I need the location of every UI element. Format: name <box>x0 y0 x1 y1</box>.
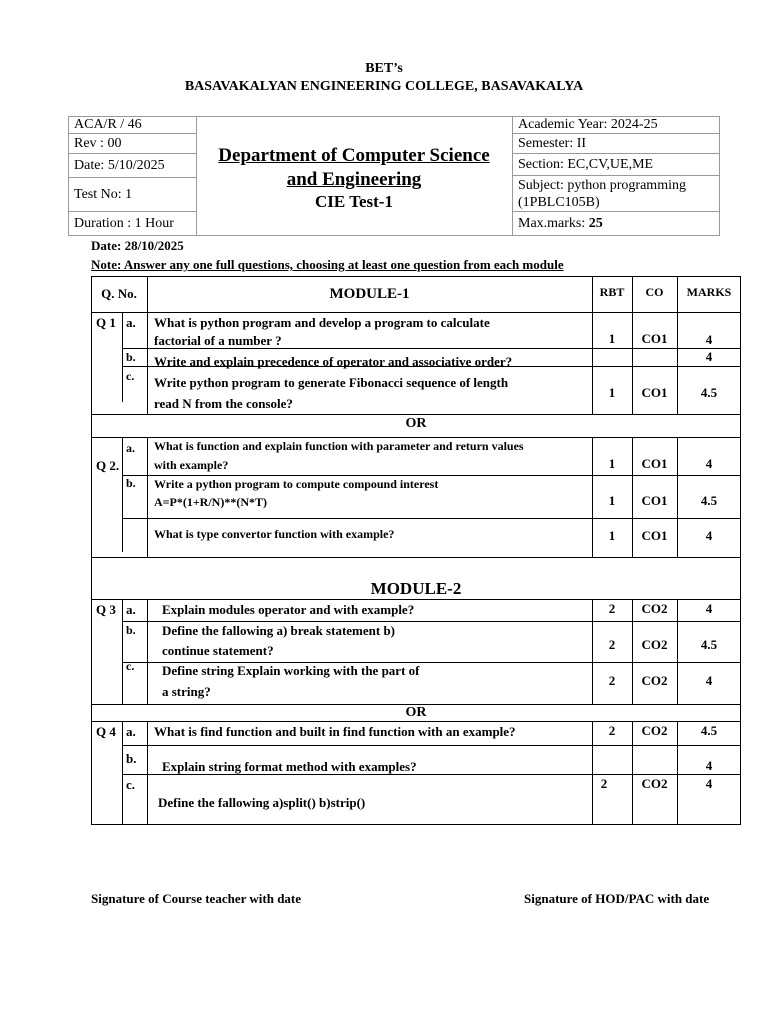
max-marks <box>512 212 720 236</box>
module-2-heading: MODULE-2 <box>370 579 462 598</box>
q3b-label: b. <box>126 623 136 637</box>
test-title: CIE Test-1 <box>315 192 393 211</box>
q3a-label: a. <box>126 602 136 617</box>
q3a-co: CO2 <box>641 601 668 616</box>
q1a-text-2: factorial of a number ? <box>154 333 282 348</box>
q1-label: Q 1 <box>96 315 116 330</box>
q1c-text-1: Write python program to generate Fibonacci sequence of length <box>154 375 509 390</box>
q4a-marks: 4.5 <box>700 723 718 738</box>
q3c-rbt: 2 <box>608 673 616 688</box>
q3c-text-2: a string? <box>162 684 211 699</box>
q2c-marks: 4 <box>705 528 713 543</box>
hod-signature: Signature of HOD/PAC with date <box>524 891 710 906</box>
q2b-marks: 4.5 <box>700 493 718 508</box>
q4-label: Q 4 <box>96 724 116 739</box>
q4a-co: CO2 <box>641 723 668 738</box>
q3a-text: Explain modules operator and with example? <box>162 602 415 617</box>
subject <box>512 176 720 212</box>
q2c-text: What is type convertor function with example? <box>154 527 395 541</box>
q3-label: Q 3 <box>96 602 116 617</box>
semester: Semester: II <box>512 134 720 154</box>
academic-year: Academic Year: 2024-25 <box>512 116 720 134</box>
note: Note: Answer any one full questions, choosing at least one question from each module <box>91 257 564 272</box>
college-name: BASAVAKALYAN ENGINEERING COLLEGE, BASAVAKALYA <box>184 79 584 94</box>
q2a-text-1: What is function and explain function with parameter and return values <box>154 439 524 453</box>
q1a-label: a. <box>126 315 136 330</box>
col-qno: Q. No. <box>101 286 137 301</box>
col-co: CO <box>645 285 664 299</box>
q3b-text-2: continue statement? <box>162 643 274 658</box>
or-divider-1: OR <box>405 416 427 431</box>
q1c-label: c. <box>126 369 135 383</box>
q1a-rbt: 1 <box>608 331 616 346</box>
q3c-co: CO2 <box>641 673 668 688</box>
test-no: Test No: 1 <box>68 178 196 212</box>
q3a-rbt: 2 <box>608 601 616 616</box>
max-marks-label: Max.marks: <box>518 216 586 231</box>
q3c-text-1: Define string Explain working with the part of <box>162 663 420 678</box>
q3a-marks: 4 <box>705 601 713 616</box>
q4c-co: CO2 <box>641 776 668 791</box>
q4b-label: b. <box>126 751 137 766</box>
q1c-co: CO1 <box>641 385 668 400</box>
q1c-rbt: 1 <box>608 385 616 400</box>
department-title <box>196 144 512 192</box>
max-marks-value: 25 <box>588 216 603 231</box>
q2a-co: CO1 <box>641 456 668 471</box>
teacher-signature: Signature of Course teacher with date <box>91 891 302 906</box>
q4c-marks: 4 <box>705 776 713 791</box>
q4a-rbt: 2 <box>608 723 616 738</box>
q3c-label: c. <box>126 659 135 673</box>
q4c-text: Define the fallowing a)split() b)strip() <box>158 795 366 810</box>
q2c-co: CO1 <box>641 528 668 543</box>
q4c-label: c. <box>126 777 136 792</box>
q4c-rbt: 2 <box>600 776 608 791</box>
q3b-rbt: 2 <box>608 637 616 652</box>
col-rbt: RBT <box>599 285 625 299</box>
q1b-marks: 4 <box>705 349 713 364</box>
q1c-text-2: read N from the console? <box>154 396 293 411</box>
q1a-marks: 4 <box>705 332 713 347</box>
q4a-label: a. <box>126 724 136 739</box>
subject-line-1: Subject: python programming <box>518 178 686 193</box>
q2a-rbt: 1 <box>608 456 616 471</box>
q2b-text-1: Write a python program to compute compound interest <box>154 477 439 491</box>
q3c-marks: 4 <box>705 673 713 688</box>
q1a-text-1: What is python program and develop a program to calculate <box>154 315 490 330</box>
col-marks: MARKS <box>686 285 732 299</box>
q1a-co: CO1 <box>641 331 668 346</box>
col-module-1: MODULE-1 <box>329 286 410 302</box>
q2b-label: b. <box>126 476 136 490</box>
department-line-2: and Engineering <box>286 169 422 190</box>
q2a-label: a. <box>126 441 135 455</box>
org-short: BET’s <box>365 61 403 76</box>
q3b-text-1: Define the fallowing a) break statement b) <box>162 623 396 638</box>
q4b-text: Explain string format method with examples? <box>162 759 417 774</box>
q2a-marks: 4 <box>705 456 713 471</box>
q2b-co: CO1 <box>641 493 668 508</box>
q3b-co: CO2 <box>641 637 668 652</box>
doc-code: ACA/R / 46 <box>68 116 196 134</box>
exam-date: Date: 28/10/2025 <box>91 238 184 253</box>
q2b-text-2: A=P*(1+R/N)**(N*T) <box>154 495 267 509</box>
department-line-1: Department of Computer Science <box>218 145 490 166</box>
section: Section: EC,CV,UE,ME <box>512 154 720 176</box>
q2c-rbt: 1 <box>608 528 616 543</box>
issue-date: Date: 5/10/2025 <box>68 154 196 178</box>
subject-line-2: (1PBLC105B) <box>518 195 600 210</box>
or-divider-2: OR <box>405 705 427 720</box>
q1c-marks: 4.5 <box>700 385 718 400</box>
q3b-marks: 4.5 <box>700 637 718 652</box>
duration: Duration : 1 Hour <box>74 216 174 231</box>
rev: Rev : 00 <box>68 134 196 154</box>
q4a-text: What is find function and built in find function with an example? <box>154 724 516 739</box>
q2-label: Q 2. <box>96 458 120 473</box>
q1b-text: Write and explain precedence of operator and associative order? <box>154 354 513 369</box>
q4b-marks: 4 <box>705 758 713 773</box>
q1b-label: b. <box>126 350 136 364</box>
q2b-rbt: 1 <box>608 493 616 508</box>
q2a-text-2: with example? <box>154 458 229 472</box>
